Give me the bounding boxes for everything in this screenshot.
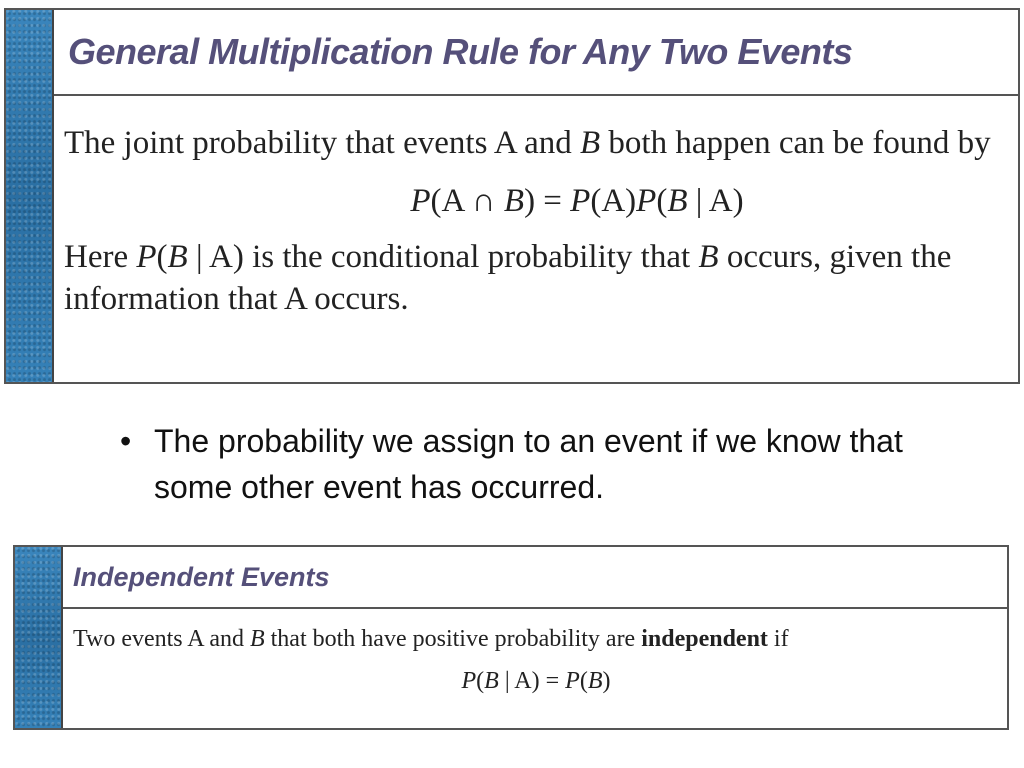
formula-symbol: B [503,183,525,219]
formula-symbol: B [587,668,603,694]
formula-part: (A) [590,183,637,219]
text-span: | A) is the conditional probability that [187,239,699,275]
text-span: ( [156,239,168,275]
formula-symbol: P [636,183,657,219]
text-span: that both have positive probability are [264,626,642,652]
italic-span: P [136,239,157,275]
box-content [54,10,1018,382]
conditional-explanation [64,236,1010,320]
formula-part: | A) = [498,668,566,694]
bold-term: independent [641,626,768,652]
bullet-text: The probability we assign to an event if we know that some other event has occurred. [154,423,903,505]
formula-part: | A) [687,183,744,219]
text-span: both happen can be found by [600,125,991,161]
box-body [54,96,1018,320]
box-body [63,609,1007,697]
formula-part: ( [656,183,668,219]
formula-part: ) = [524,183,571,219]
italic-span: B [167,239,188,275]
independence-definition [73,623,999,655]
formula-part: ( [579,668,588,694]
formula-symbol: P [461,668,477,694]
text-span: occurs, given the information that A occurs. [64,239,952,317]
bullet-dot: • [120,423,132,459]
text-span: The joint probability that events A and [64,125,580,161]
multiplication-rule-box [4,8,1020,384]
rule-statement [64,122,1010,164]
multiplication-formula [64,180,1010,222]
formula-symbol: P [570,183,591,219]
formula-part: ( [476,668,485,694]
independence-formula [73,665,999,697]
text-span: if [767,626,789,652]
box-content [63,547,1007,728]
formula-symbol: P [410,183,431,219]
bullet-point [120,418,920,510]
formula-symbol: B [667,183,688,219]
italic-span: B [698,239,719,275]
formula-symbol: P [565,668,580,694]
text-span: Two events A and [73,626,250,652]
independent-events-box [13,545,1009,730]
formula-symbol: B [484,668,499,694]
decorative-side-stripe [15,547,63,728]
formula-part: (A ∩ [430,183,504,219]
decorative-side-stripe [6,10,54,382]
formula-part: ) [602,668,611,694]
italic-span: B [249,626,265,652]
text-span: Here [64,239,137,275]
italic-span: B [580,125,601,161]
box-title: Independent Events [63,547,1007,609]
box-title: General Multiplication Rule for Any Two Events [54,10,1018,96]
